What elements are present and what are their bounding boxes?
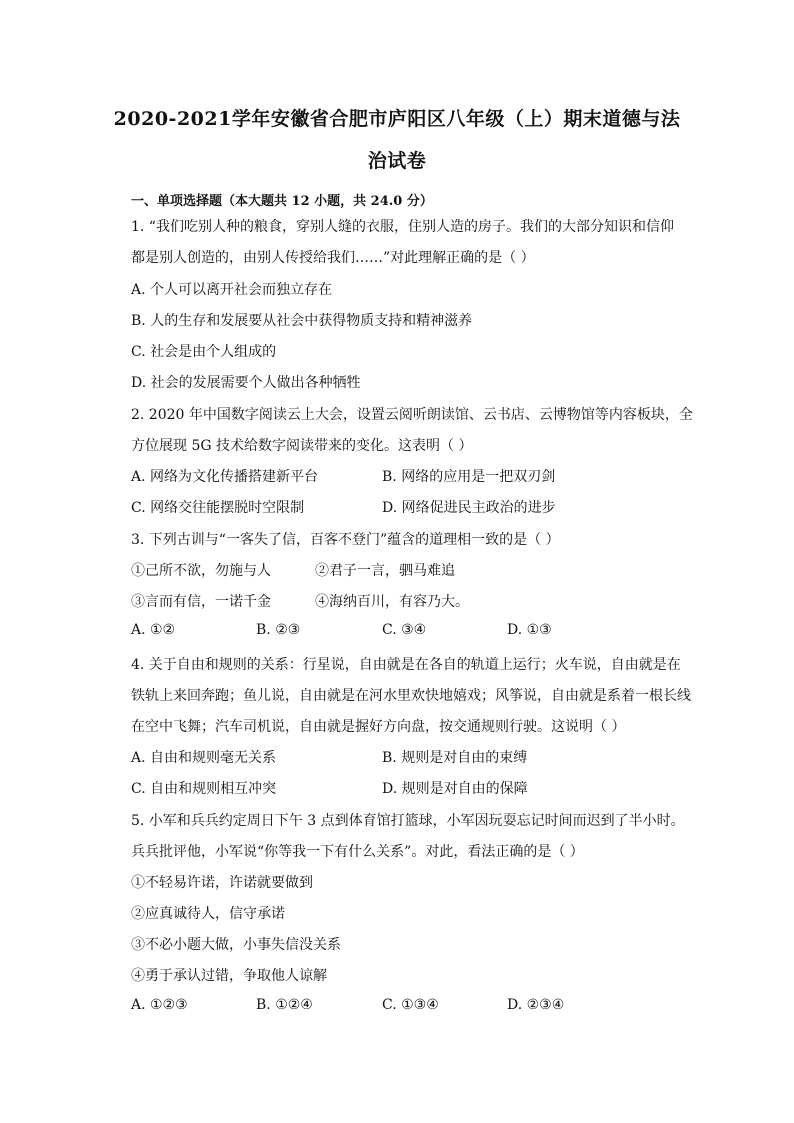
q3-item-1: ①己所不欲，勿施与人 [131,563,271,579]
q4-option-d: D. 规则是对自由的保障 [382,781,528,797]
q3-option-b: B. ②③ [256,622,301,638]
q3-option-c: C. ③④ [382,622,427,638]
q3-option-d: D. ①③ [507,622,552,638]
q1-option-b: B. 人的生存和发展要从社会中获得物质支持和精神滋养 [131,313,473,329]
q5-item-4: ④勇于承认过错，争取他人谅解 [131,968,327,984]
q1-stem-line1: 1. “我们吃别人种的粮食，穿别人缝的衣服，住别人造的房子。我们的大部分知识和信仰 [131,219,674,235]
q5-option-a: A. ①②③ [131,997,188,1013]
q2-stem-line1: 2. 2020 年中国数字阅读云上大会，设置云阅听朗读馆、云书店、云博物馆等内容板块，全 [131,407,693,423]
q3-item-4: ④海纳百川，有容乃大。 [315,594,469,610]
q2-option-a: A. 网络为文化传播搭建新平台 [131,469,319,485]
q5-stem-line1: 5. 小军和兵兵约定周日下午 3 点到体育馆打篮球，小军因玩耍忘记时间而迟到了半小时。 [131,813,685,829]
q2-option-d: D. 网络促进民主政治的进步 [382,500,556,516]
q4-option-c: C. 自由和规则相互冲突 [131,781,277,797]
q2-stem-line2: 方位展现 5G 技术给数字阅读带来的变化。这表明（ ） [131,438,473,454]
q3-stem: 3. 下列古训与“一客失了信，百客不登门”蕴含的道理相一致的是（ ） [131,532,560,548]
q4-option-a: A. 自由和规则毫无关系 [131,750,277,766]
q1-stem-line2: 都是别人创造的，由别人传授给我们……”对此理解正确的是（ ） [131,250,535,266]
page-title: 2020-2021学年安徽省合肥市庐阳区八年级（上）期末道德与法 [113,108,681,130]
q3-item-3: ③言而有信，一诺千金 [131,594,271,610]
q4-stem-line3: 在空中飞舞；汽车司机说，自由就是握好方向盘，按交通规则行驶。这说明（ ） [131,719,626,735]
q5-item-2: ②应真诚待人，信守承诺 [131,906,285,922]
q4-stem-line1: 4. 关于自由和规则的关系：行星说，自由就是在各自的轨道上运行；火车说，自由就是在 [131,657,681,673]
q5-stem-line2: 兵兵批评他，小军说“你等我一下有什么关系”。对此，看法正确的是（ ） [131,844,584,860]
q1-option-c: C. 社会是由个人组成的 [131,344,277,360]
section-heading: 一、单项选择题（本大题共 12 小题，共 24.0 分） [131,194,433,209]
q4-stem-line2: 铁轨上来回奔跑；鱼儿说，自由就是在河水里欢快地嬉戏；风筝说，自由就是系着一根长线 [131,688,691,704]
page-title-continued: 治试卷 [367,150,427,172]
q1-option-d: D. 社会的发展需要个人做出各种牺牲 [131,375,361,391]
q5-option-c: C. ①③④ [382,997,439,1013]
q4-option-b: B. 规则是对自由的束缚 [382,750,528,766]
q5-item-1: ①不轻易许诺，许诺就要做到 [131,875,313,891]
q2-option-b: B. 网络的应用是一把双刃剑 [382,469,556,485]
q2-option-c: C. 网络交往能摆脱时空限制 [131,500,305,516]
q3-item-2: ②君子一言，驷马难追 [315,563,455,579]
q1-option-a: A. 个人可以离开社会而独立存在 [131,282,333,298]
q5-option-b: B. ①②④ [256,997,313,1013]
q5-option-d: D. ②③④ [507,997,565,1013]
q5-item-3: ③不必小题大做，小事失信没关系 [131,937,341,953]
q3-option-a: A. ①② [131,622,176,638]
